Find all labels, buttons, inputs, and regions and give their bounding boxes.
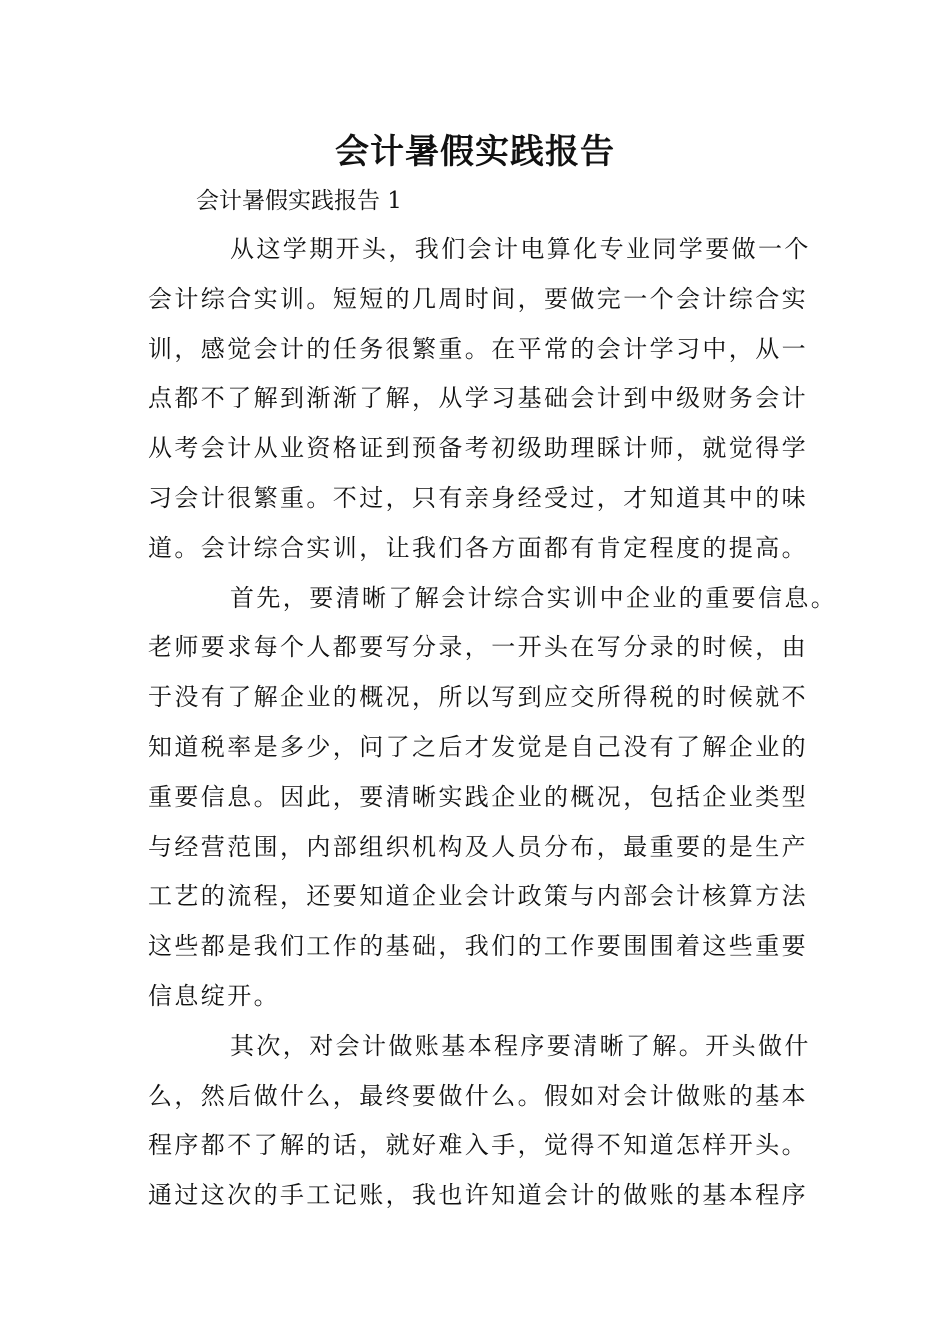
- paragraph-line: 点都不了解到渐渐了解，从学习基础会计到中级财务会计: [148, 384, 808, 413]
- paragraph-line: 其次，对会计做账基本程序要清晰了解。开头做什: [230, 1031, 811, 1060]
- paragraph-line: 这些都是我们工作的基础，我们的工作要围围着这些重要: [148, 932, 808, 961]
- paragraph-line: 重要信息。因此，要清晰实践企业的概况，包括企业类型: [148, 782, 808, 811]
- paragraph-line: 首先，要清晰了解会计综合实训中企业的重要信息。: [230, 583, 838, 612]
- paragraph-line: 程序都不了解的话，就好难入手，觉得不知道怎样开头。: [148, 1131, 808, 1160]
- paragraph-line: 从这学期开头，我们会计电算化专业同学要做一个: [230, 235, 811, 263]
- paragraph-line: 训，感觉会计的任务很繁重。在平常的会计学习中，从一: [148, 334, 808, 363]
- document-title: 会计暑假实践报告: [335, 132, 615, 172]
- paragraph-line: 习会计很繁重。不过，只有亲身经受过，才知道其中的味: [148, 483, 808, 512]
- paragraph-line: 通过这次的手工记账，我也许知道会计的做账的基本程序: [148, 1181, 808, 1210]
- paragraph-line: 信息绽开。: [148, 981, 280, 1010]
- paragraph-line: 与经营范围，内部组织机构及人员分布，最重要的是生产: [148, 832, 808, 861]
- paragraph-line: 会计综合实训。短短的几周时间，要做完一个会计综合实: [148, 284, 808, 313]
- paragraph-line: 于没有了解企业的概况，所以写到应交所得税的时候就不: [148, 683, 808, 712]
- paragraph-line: 工艺的流程，还要知道企业会计政策与内部会计核算方法: [148, 882, 808, 911]
- document-body: [148, 225, 838, 1221]
- paragraph-line: 从考会计从业资格证到预备考初级助理睬计师，就觉得学: [148, 434, 808, 463]
- paragraph-2: [148, 574, 838, 1022]
- paragraph-1: [148, 225, 828, 574]
- paragraph-line: 老师要求每个人都要写分录，一开头在写分录的时候，由: [148, 633, 808, 662]
- paragraph-line: 道。会计综合实训，让我们各方面都有肯定程度的提高。: [148, 533, 808, 562]
- paragraph-line: 么，然后做什么，最终要做什么。假如对会计做账的基本: [148, 1081, 808, 1110]
- paragraph-line: 知道税率是多少，问了之后才发觉是自己没有了解企业的: [148, 732, 808, 761]
- document-subtitle: 会计暑假实践报告 1: [196, 188, 402, 214]
- paragraph-3: [148, 1022, 828, 1221]
